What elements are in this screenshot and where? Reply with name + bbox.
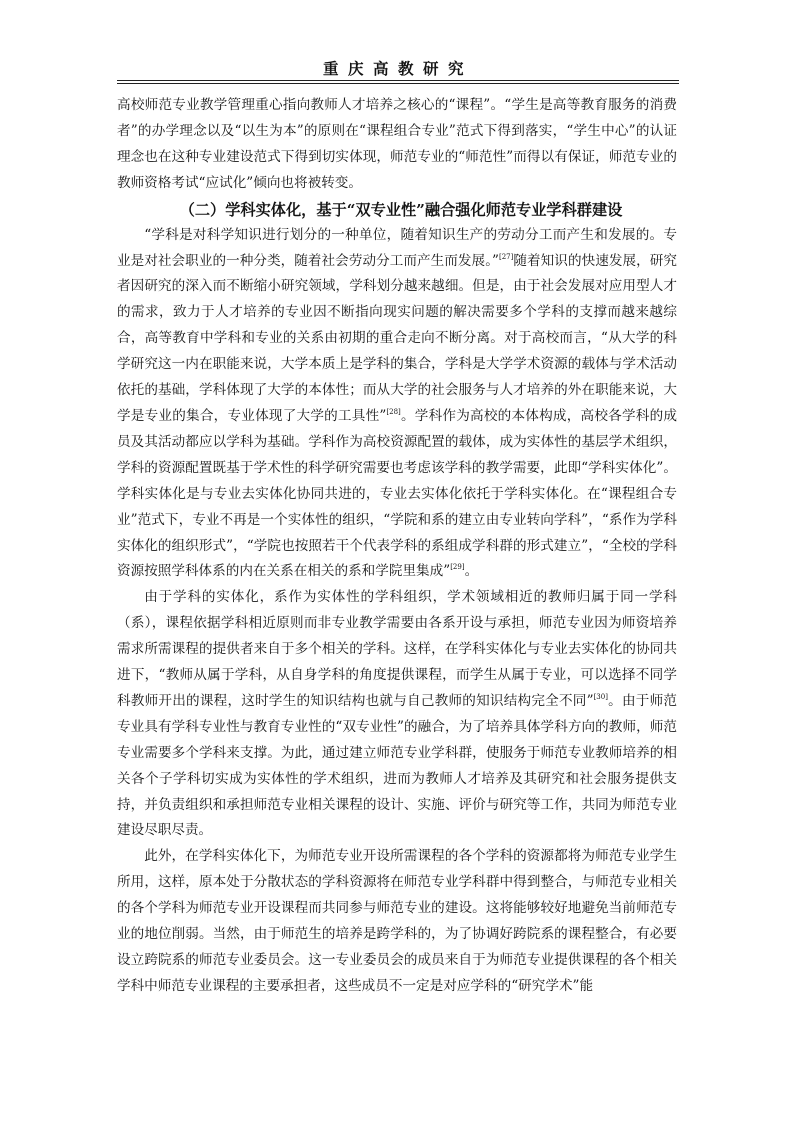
text-run: 。由于师范专业具有学科专业性与教育专业性的“双专业性”的融合，为了培养具体学科方向的教师，师范专业需要多个学科来支撑。为此，通过建立师范专业学科群，使服务于师范专业教师培养的相关各个子学科切实成为实体性的学术组织，进而为教师人才培养及其研究和社会服务提供支持，并负责组织和承担师范专业相关课程的设计、实施、评价与研究等工作，共同为师范专业建设尽职尽责。 bbox=[117, 692, 677, 839]
text-run: 。学科作为高校的本体构成，高校各学科的成员及其活动都应以学科为基础。学科作为高校资源配置的载体，成为实体性的基层学术组织，学科的资源配置既基于学术性的科学研究需要也考虑该学科的教学需要，此即“学科实体化”。学科实体化是与专业去实体化协同共进的，专业去实体化依托于学科实体化。在“课程组合专业”范式下，专业不再是一个实体性的组织，“学院和系的建立由专业转向学科”，“系作为学科实体化的组织形式”，“学院也按照若干个代表学科的系组成学科群的形式建立”，“全校的学科资源按照学科体系的内在关系在相关的系和学院里集成” bbox=[117, 407, 678, 580]
body-paragraph bbox=[117, 844, 677, 999]
article-body bbox=[117, 93, 677, 1000]
header-rule-thin bbox=[117, 83, 679, 84]
header-rule-thick bbox=[117, 80, 679, 81]
text-run: 。 bbox=[464, 563, 479, 580]
text-run: “学科是对科学知识进行划分的一种单位，随着知识生产的劳动分工而产生和发展的。专业是对社会职业的一种分类，随着社会劳动分工而产生而发展。” bbox=[117, 226, 677, 269]
body-paragraph bbox=[117, 223, 677, 586]
text-run: 由于学科的实体化，系作为实体性的学科组织，学术领域相近的教师归属于同一学科（系），课程依据学科相近原则而非专业教学需要由各系开设与承担，师范专业因为师资培养需求所需课程的提供者来自于多个相关的学科。这样，在学科实体化与专业去实体化的协同共进下，“教师从属于学科，从自身学科的角度提供课程，而学生从属于专业，可以选择不同学科教师开出的课程，这时学生的知识结构也就与自己教师的知识结构完全不同” bbox=[117, 589, 677, 709]
text-run: 此外，在学科实体化下，为师范专业开设所需课程的各个学科的资源都将为师范专业学生所用，这样，原本处于分散状态的学科资源将在师范专业学科群中得到整合，与师范专业相关的各个学科为师范专业开设课程而共同参与师范专业的建设。这将能够较好地避免当前师范专业的地位削弱。当然，由于师范生的培养是跨学科的，为了协调好跨院系的课程整合，有必要设立跨院系的师范专业委员会。这一专业委员会的成员来自于为师范专业提供课程的各个相关学科中师范专业课程的主要承担者，这些成员不一定是对应学科的“研究学术”能 bbox=[117, 848, 677, 994]
citation-reference: [28] bbox=[386, 407, 401, 416]
text-run: 高校师范专业教学管理重心指向教师人才培养之核心的“课程”。“学生是高等教育服务的消费者”的办学理念以及“以生为本”的原则在“课程组合专业”范式下得到落实，“学生中心”的认证理念也在这种专业建设范式下得到切实体现，师范专业的“师范性”而得以有保证，师范专业的教师资格考试“应试化”倾向也将被转变。 bbox=[117, 97, 677, 191]
text-run: （二）学科实体化，基于“双专业性”融合强化师范专业学科群建设 bbox=[179, 200, 623, 219]
text-run: 随着知识的快速发展，研究者因研究的深入而不断缩小研究领域，学科划分越来越细。但是，由于社会发展对应用型人才的需求，致力于人才培养的专业因不断指向现实问题的解决需要多个学科的支撑而越来越综合，高等教育中学科和专业的关系由初期的重合走向不断分离。对于高校而言，“从大学的科学研究这一内在职能来说，大学本质上是学科的集合，学科是大学学术资源的载体与学术活动依托的基础，学科体现了大学的本体性；而从大学的社会服务与人才培养的外在职能来说，大学是专业的集合，专业体现了大学的工具性” bbox=[117, 252, 677, 424]
body-paragraph bbox=[117, 585, 677, 844]
running-header bbox=[117, 58, 679, 80]
body-paragraph bbox=[117, 93, 677, 197]
citation-reference: [30] bbox=[593, 692, 608, 701]
section-heading bbox=[117, 197, 677, 223]
citation-reference: [29] bbox=[450, 563, 465, 572]
citation-reference: [27] bbox=[498, 252, 514, 261]
journal-title: 重庆高教研究 bbox=[322, 59, 473, 78]
